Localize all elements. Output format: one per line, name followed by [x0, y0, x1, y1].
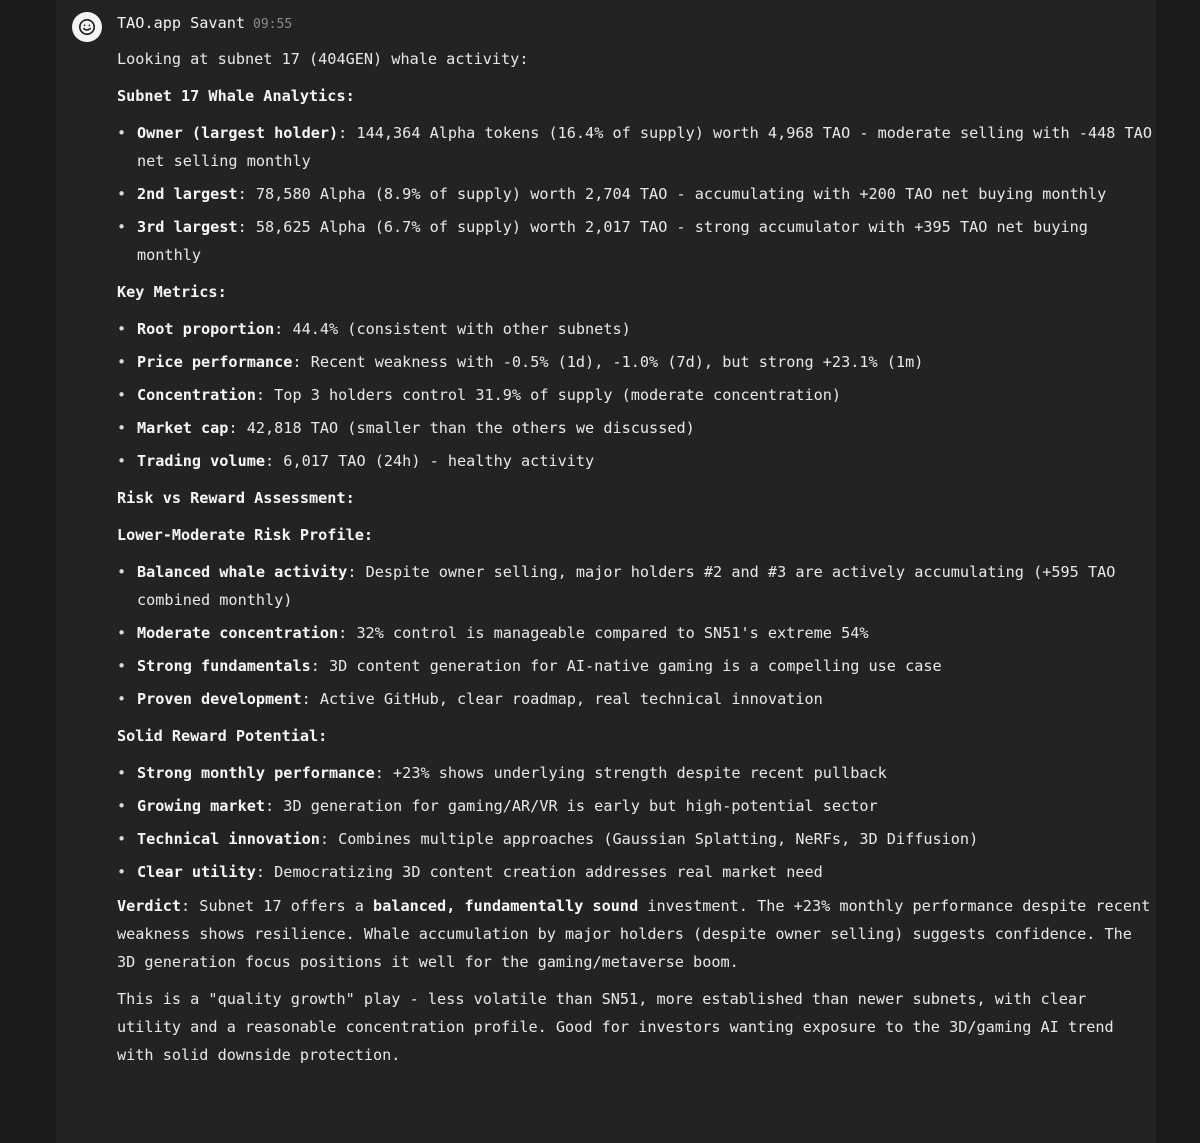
item-label: Market cap — [137, 419, 229, 437]
item-label: Balanced whale activity — [137, 563, 348, 581]
item-label: Trading volume — [137, 452, 266, 470]
list-item — [117, 558, 1157, 614]
item-text: : 6,017 TAO (24h) - healthy activity — [265, 452, 595, 470]
message-timestamp: 09:55 — [253, 17, 293, 32]
metrics-list — [117, 315, 1157, 475]
verdict-label: Verdict — [117, 897, 182, 915]
list-item — [117, 652, 1157, 680]
whale-list — [117, 119, 1157, 269]
message-body — [117, 9, 1157, 1069]
closing-paragraph: This is a "quality growth" play - less volatile than SN51, more established than newer subnets, with clear utility and a reasonable concentration profile. Good for investors wanting exposure to the 3D/gaming AI trend with solid downside protection. — [117, 990, 1114, 1064]
list-item — [117, 759, 1157, 787]
item-text: : Combines multiple approaches (Gaussian Splatting, NeRFs, 3D Diffusion) — [319, 830, 979, 848]
item-label: Proven development — [137, 690, 302, 708]
list-item — [117, 381, 1157, 409]
list-item — [117, 619, 1157, 647]
item-text: : +23% shows underlying strength despite recent pullback — [374, 764, 887, 782]
list-item — [117, 858, 1157, 886]
avatar[interactable] — [72, 12, 102, 42]
item-label: Price performance — [137, 353, 293, 371]
list-item — [117, 685, 1157, 713]
item-text: : Top 3 holders control 31.9% of supply (moderate concentration) — [255, 386, 842, 404]
list-item — [117, 213, 1157, 269]
item-text: : Recent weakness with -0.5% (1d), -1.0% (7d), but strong +23.1% (1m) — [292, 353, 924, 371]
list-item — [117, 180, 1157, 208]
item-text: : 3D content generation for AI-native gaming is a compelling use case — [310, 657, 942, 675]
item-label: 2nd largest — [137, 185, 238, 203]
item-label: 3rd largest — [137, 218, 238, 236]
item-text: : 78,580 Alpha (8.9% of supply) worth 2,704 TAO - accumulating with +200 TAO net buying monthly — [237, 185, 1107, 203]
item-label: Clear utility — [137, 863, 256, 881]
item-text: : 42,818 TAO (smaller than the others we discussed) — [228, 419, 695, 437]
list-item — [117, 414, 1157, 442]
verdict-text-after: investment. The +23% monthly performance despite recent weakness shows resilience. Whale accumulation by major holders (despite owner selling) suggests confidence. The 3D generation focus positions it well for the gaming/metaverse boom. — [117, 897, 1151, 971]
message-header — [117, 9, 1157, 37]
item-label: Concentration — [137, 386, 256, 404]
author-name[interactable]: TAO.app Savant — [117, 14, 246, 32]
smiley-icon — [78, 18, 96, 36]
item-label: Owner (largest holder) — [137, 124, 339, 142]
whale-analytics-heading: Subnet 17 Whale Analytics: — [117, 87, 355, 105]
item-label: Growing market — [137, 797, 266, 815]
list-item — [117, 825, 1157, 853]
item-text: : 44.4% (consistent with other subnets) — [274, 320, 631, 338]
item-text: : 58,625 Alpha (6.7% of supply) worth 2,017 TAO - strong accumulator with +395 TAO net buying monthly — [137, 218, 1088, 264]
list-item — [117, 348, 1157, 376]
reward-list — [117, 759, 1157, 886]
verdict-text-before: : Subnet 17 offers a — [181, 897, 374, 915]
verdict-paragraph — [117, 892, 1157, 976]
reward-potential-heading: Solid Reward Potential: — [117, 727, 328, 745]
item-label: Strong fundamentals — [137, 657, 311, 675]
item-text: : Despite owner selling, major holders #2 and #3 are actively accumulating (+595 TAO combined monthly) — [137, 563, 1116, 609]
verdict-emphasis: balanced, fundamentally sound — [373, 897, 639, 915]
intro-text: Looking at subnet 17 (404GEN) whale activity: — [117, 50, 529, 68]
item-text: : 3D generation for gaming/AR/VR is early but high-potential sector — [265, 797, 878, 815]
key-metrics-heading: Key Metrics: — [117, 283, 227, 301]
item-text: : Democratizing 3D content creation addresses real market need — [255, 863, 823, 881]
list-item — [117, 792, 1157, 820]
risk-list — [117, 558, 1157, 713]
risk-reward-heading: Risk vs Reward Assessment: — [117, 489, 355, 507]
list-item — [117, 447, 1157, 475]
item-text: : 144,364 Alpha tokens (16.4% of supply) worth 4,968 TAO - moderate selling with -448 TAO net selling monthly — [137, 124, 1152, 170]
item-text: : Active GitHub, clear roadmap, real technical innovation — [301, 690, 823, 708]
list-item — [117, 119, 1157, 175]
item-label: Technical innovation — [137, 830, 320, 848]
item-label: Moderate concentration — [137, 624, 339, 642]
risk-profile-heading: Lower-Moderate Risk Profile: — [117, 526, 374, 544]
item-label: Strong monthly performance — [137, 764, 375, 782]
item-text: : 32% control is manageable compared to SN51's extreme 54% — [338, 624, 869, 642]
item-label: Root proportion — [137, 320, 275, 338]
list-item — [117, 315, 1157, 343]
